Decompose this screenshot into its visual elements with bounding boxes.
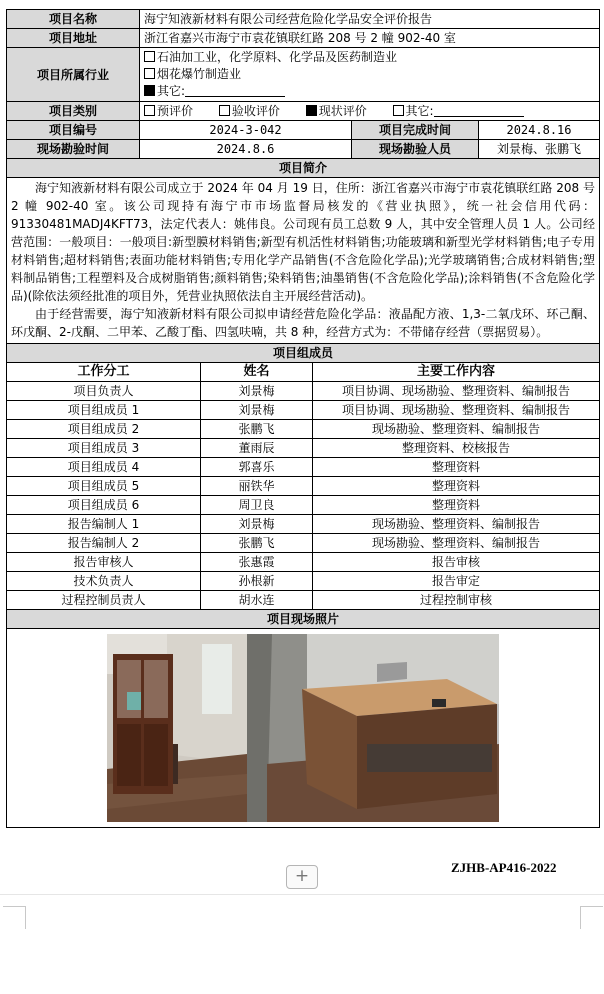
member-name: 张鹏飞 <box>201 534 313 553</box>
category-option-acceptance[interactable]: 验收评价 <box>219 104 280 118</box>
member-role: 项目组成员 4 <box>7 458 201 477</box>
photos-title: 项目现场照片 <box>7 610 600 629</box>
survey-time-value: 2024.8.6 <box>140 140 352 159</box>
column-header-name: 姓名 <box>201 363 313 382</box>
blank-line <box>434 104 524 117</box>
member-name: 郭喜乐 <box>201 458 313 477</box>
intro-paragraph-1: 海宁知液新材料有限公司成立于 2024 年 04 月 19 日，住所：浙江省嘉兴市海宁市袁花镇联红路 208 号 2 幢 902-40 室。该公司现持有海宁市市场监督局核发的《营业执照》，统一社会信用代码：91330481MADJ4KFT73，法定代表人：姚伟良。公司现有员工总数 9 人，其中安全管理人员 1 人。公司经营范围：一般项目：一般项目:新型膜材料销售;新型有机活性材料销售;功能玻璃和新型光学材料销售;电子专用材料销售;超材料销售;表面功能材料销售;专用化学产品销售(不含危险化学品);光学玻璃销售;合成材料销售;塑料制品销售;工程塑料及合成树脂销售;颜料销售;染料销售;油墨销售(不含危险化学品);涂料销售(不含危险化学品)(除依法须经批准的项目外，凭营业执照依法自主开展经营活动)。 <box>11 181 596 303</box>
survey-time-label: 现场勘验时间 <box>7 140 140 159</box>
site-photo-desk <box>247 634 499 822</box>
member-work: 现场勘验、整理资料、编制报告 <box>313 420 600 439</box>
project-name-value: 海宁知液新材料有限公司经营危险化学品安全评价报告 <box>140 10 600 29</box>
industry-option-2[interactable]: 烟花爆竹制造业 <box>144 66 595 83</box>
address-value: 浙江省嘉兴市海宁市袁花镇联红路 208 号 2 幢 902-40 室 <box>140 29 600 48</box>
intro-title: 项目简介 <box>7 159 600 178</box>
member-role: 项目组成员 1 <box>7 401 201 420</box>
members-title: 项目组成员 <box>7 344 600 363</box>
checkbox-icon <box>219 105 230 116</box>
member-role: 技术负责人 <box>7 572 201 591</box>
column-header-work: 主要工作内容 <box>313 363 600 382</box>
project-info-table <box>6 9 600 344</box>
table-row <box>7 420 600 439</box>
member-role: 项目负责人 <box>7 382 201 401</box>
number-value: 2024-3-042 <box>140 121 352 140</box>
member-work: 报告审核 <box>313 553 600 572</box>
add-page-button[interactable]: + <box>286 865 318 889</box>
checkbox-icon <box>144 68 155 79</box>
member-work: 整理资料 <box>313 458 600 477</box>
member-name: 孙根新 <box>201 572 313 591</box>
checked-box-icon <box>306 105 317 116</box>
industry-label: 项目所属行业 <box>7 48 140 102</box>
member-work: 整理资料 <box>313 496 600 515</box>
member-work: 现场勘验、整理资料、编制报告 <box>313 534 600 553</box>
project-name-label: 项目名称 <box>7 10 140 29</box>
checked-box-icon <box>144 85 155 96</box>
member-name: 张鹏飞 <box>201 420 313 439</box>
table-row <box>7 553 600 572</box>
members-table <box>6 344 600 828</box>
member-name: 刘景梅 <box>201 401 313 420</box>
table-row <box>7 439 600 458</box>
member-work: 整理资料 <box>313 477 600 496</box>
member-name: 刘景梅 <box>201 382 313 401</box>
table-row <box>7 401 600 420</box>
category-option-other[interactable]: 其它: <box>393 104 524 118</box>
checkbox-icon <box>144 105 155 116</box>
table-row <box>7 572 600 591</box>
intro-body <box>7 178 600 344</box>
table-row <box>7 496 600 515</box>
intro-paragraph-2: 由于经营需要，海宁知液新材料有限公司拟申请经营危险化学品：液晶配方液、1,3-二氧戊环、环己酮、环戊酮、2-戊酮、二甲苯、乙酸丁酯、四氢呋喃，共 8 种，经营方式为：不带储存经营（票据贸易）。 <box>11 307 596 339</box>
member-role: 项目组成员 6 <box>7 496 201 515</box>
page-corner-mark-right <box>580 906 603 929</box>
member-role: 项目组成员 2 <box>7 420 201 439</box>
member-role: 报告编制人 1 <box>7 515 201 534</box>
survey-staff-label: 现场勘验人员 <box>352 140 479 159</box>
member-name: 周卫良 <box>201 496 313 515</box>
page-divider <box>0 894 604 895</box>
site-photo-cabinet <box>107 634 247 822</box>
member-work: 项目协调、现场勘验、整理资料、编制报告 <box>313 401 600 420</box>
member-role: 项目组成员 5 <box>7 477 201 496</box>
completion-value: 2024.8.16 <box>479 121 600 140</box>
table-row <box>7 515 600 534</box>
table-row <box>7 591 600 610</box>
member-work: 过程控制审核 <box>313 591 600 610</box>
category-option-pre[interactable]: 预评价 <box>144 104 193 118</box>
member-work: 整理资料、校核报告 <box>313 439 600 458</box>
member-role: 项目组成员 3 <box>7 439 201 458</box>
document-code: ZJHB-AP416-2022 <box>451 860 557 875</box>
table-row <box>7 534 600 553</box>
industry-option-3[interactable]: 其它: <box>144 83 595 100</box>
checkbox-icon <box>393 105 404 116</box>
member-role: 报告审核人 <box>7 553 201 572</box>
category-option-status[interactable]: 现状评价 <box>306 104 367 118</box>
completion-label: 项目完成时间 <box>352 121 479 140</box>
report-sheet <box>6 9 599 828</box>
member-role: 过程控制员责人 <box>7 591 201 610</box>
member-role: 报告编制人 2 <box>7 534 201 553</box>
column-header-role: 工作分工 <box>7 363 201 382</box>
industry-options <box>140 48 600 102</box>
table-row <box>7 477 600 496</box>
survey-staff-value: 刘景梅、张鹏飞 <box>479 140 600 159</box>
category-options <box>140 102 600 121</box>
blank-line <box>185 84 285 97</box>
photos-cell <box>7 629 600 828</box>
member-name: 刘景梅 <box>201 515 313 534</box>
industry-option-1[interactable]: 石油加工业，化学原料、化学品及医药制造业 <box>144 49 595 66</box>
category-label: 项目类别 <box>7 102 140 121</box>
member-work: 报告审定 <box>313 572 600 591</box>
page-corner-mark-left <box>3 906 26 929</box>
member-name: 张惠霞 <box>201 553 313 572</box>
member-name: 董雨辰 <box>201 439 313 458</box>
member-work: 现场勘验、整理资料、编制报告 <box>313 515 600 534</box>
address-label: 项目地址 <box>7 29 140 48</box>
checkbox-icon <box>144 51 155 62</box>
member-name: 丽铁华 <box>201 477 313 496</box>
number-label: 项目编号 <box>7 121 140 140</box>
table-row <box>7 382 600 401</box>
table-row <box>7 458 600 477</box>
member-work: 项目协调、现场勘验、整理资料、编制报告 <box>313 382 600 401</box>
member-name: 胡水连 <box>201 591 313 610</box>
